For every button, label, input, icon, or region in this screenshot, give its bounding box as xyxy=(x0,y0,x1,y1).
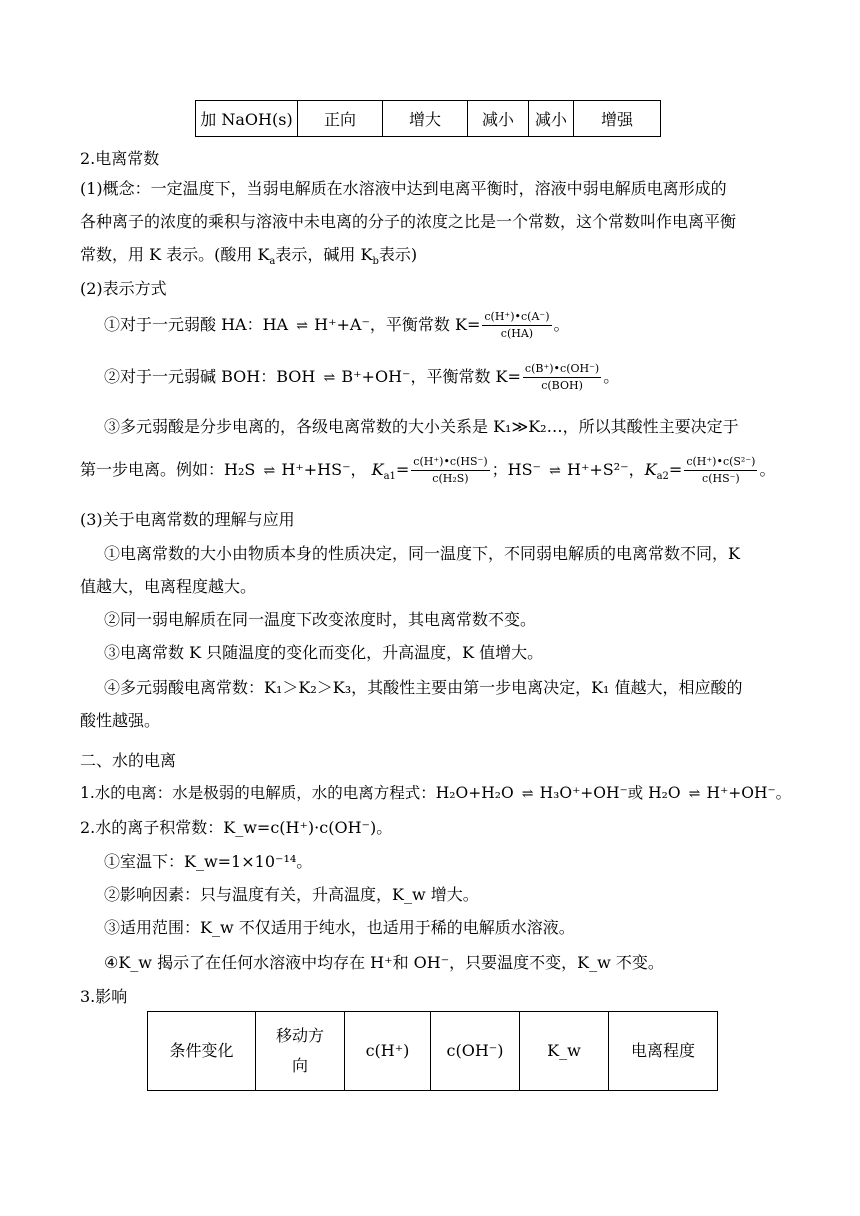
formula-weak-acid: ①对于一元弱酸 HA：HA ⇌ H⁺+A⁻，平衡常数 K= $\frac{c(H^+)•c(A^-)}{c(HA)}$ 。 xyxy=(104,310,570,340)
equilibrium-arrow-icon: ⇌ xyxy=(521,786,532,802)
formula-weak-base: ②对于一元弱碱 BOH：BOH ⇌ B⁺+OH⁻，平衡常数 K= $\frac{c(B^+)•c(OH^-)}{\text{c(BOH)}}$ 。 xyxy=(104,362,620,392)
table-header-cell: K_w xyxy=(520,1012,609,1091)
ion-product-scope: ③适用范围：K_w 不仅适用于纯水，也适用于稀的电解质水溶液。 xyxy=(104,918,575,937)
concept-line-1: (1)概念：一定温度下，当弱电解质在水溶液中达到电离平衡时，溶液中弱电解质电离形成的 xyxy=(80,179,727,198)
section-title-ionization-constant: 2.电离常数 xyxy=(80,149,160,168)
table-cell: 减小 xyxy=(529,101,574,137)
equilibrium-arrow-icon: ⇌ xyxy=(688,786,699,802)
table-row xyxy=(196,101,661,137)
table-row xyxy=(148,1012,718,1091)
application-title: (3)关于电离常数的理解与应用 xyxy=(80,510,295,529)
application-line-5: ④多元弱酸电离常数：K₁＞K₂＞K₃，其酸性主要由第一步电离决定，K₁ 值越大，相应酸的 xyxy=(104,678,743,697)
expression-title: (2)表示方式 xyxy=(80,279,167,298)
table-cell: 增大 xyxy=(383,101,468,137)
concept-line-3: 常数，用 K 表示。(酸用 $K_a$表示，碱用 $K_b$表示) xyxy=(80,245,418,268)
application-line-2: 值越大，电离程度越大。 xyxy=(80,577,257,596)
application-line-1: ①电离常数的大小由物质本身的性质决定，同一温度下，不同弱电解质的电离常数不同，K xyxy=(104,544,740,563)
part-title-water-ionization: 二、水的电离 xyxy=(80,751,177,770)
table-cell: 加 NaOH(s) xyxy=(196,101,298,137)
ion-product-factors: ②影响因素：只与温度有关，升高温度，K_w 增大。 xyxy=(104,885,479,904)
table-influence-header xyxy=(147,1011,718,1091)
equilibrium-arrow-icon: ⇌ xyxy=(263,463,274,479)
fraction: $\frac{c(H^+)•c(HS^-)}{\text{c(H₂S)}}$ xyxy=(413,455,488,485)
table-cell: 增强 xyxy=(574,101,661,137)
ion-product-line: 2.水的离子积常数：K_w=c(H⁺)·c(OH⁻)。 xyxy=(80,818,393,837)
application-line-6: 酸性越强。 xyxy=(80,711,161,730)
application-line-3: ②同一弱电解质在同一温度下改变浓度时，其电离常数不变。 xyxy=(104,610,537,629)
polyprotic-acid-line-2: 第一步电离。例如：H₂S ⇌ H⁺+HS⁻， $K_{a1}=$ $\frac{c(H^+)•c(HS^-)}{\text{c(H₂S)}}$ ；HS⁻ ⇌ H⁺+S²⁻，$K_{a2}=$ $\frac{\text{c(H⁺)•c(S²⁻)}}{c(HS^-)}$ 。 xyxy=(80,455,776,485)
fraction: $\frac{\text{c(H⁺)•c(S²⁻)}}{c(HS^-)}$ xyxy=(686,455,756,485)
equilibrium-arrow-icon: ⇌ xyxy=(549,463,559,479)
table-header-cell: 移动方 向 xyxy=(256,1012,345,1091)
fraction: $\frac{c(H^+)•c(A^-)}{c(HA)}$ xyxy=(484,310,550,340)
fraction: $\frac{c(B^+)•c(OH^-)}{\text{c(BOH)}}$ xyxy=(524,362,600,392)
equilibrium-arrow-icon: ⇌ xyxy=(323,370,334,386)
influence-title: 3.影响 xyxy=(80,987,128,1006)
table-header-cell: c(OH⁻) xyxy=(431,1012,520,1091)
concept-line-2: 各种离子的浓度的乘积与溶液中未电离的分子的浓度之比是一个常数，这个常数叫作电离平衡 xyxy=(80,212,737,231)
table-cell: 减小 xyxy=(468,101,529,137)
ion-product-room-temp: ①室温下：K_w=1×10⁻¹⁴。 xyxy=(104,852,313,871)
table-cell: 正向 xyxy=(298,101,383,137)
application-line-4: ③电离常数 K 只随温度的变化而变化，升高温度，K 值增大。 xyxy=(104,643,544,662)
polyprotic-acid-line-1: ③多元弱酸是分步电离的，各级电离常数的大小关系是 K₁≫K₂…，所以其酸性主要决定于 xyxy=(104,417,739,436)
water-ionization-line: 1.水的电离：水是极弱的电解质，水的电离方程式：H₂O+H₂O ⇌ H₃O⁺+OH⁻或 H₂O ⇌ H⁺+OH⁻。 xyxy=(80,784,792,802)
table-header-cell: c(H⁺) xyxy=(345,1012,431,1091)
ion-product-note: ④K_w 揭示了在任何水溶液中均存在 H⁺和 OH⁻，只要温度不变，K_w 不变。 xyxy=(104,953,664,972)
table-header-cell: 电离程度 xyxy=(609,1012,718,1091)
equilibrium-arrow-icon: ⇌ xyxy=(296,318,306,334)
table-naoh-row xyxy=(195,100,661,137)
table-header-cell: 条件变化 xyxy=(148,1012,256,1091)
